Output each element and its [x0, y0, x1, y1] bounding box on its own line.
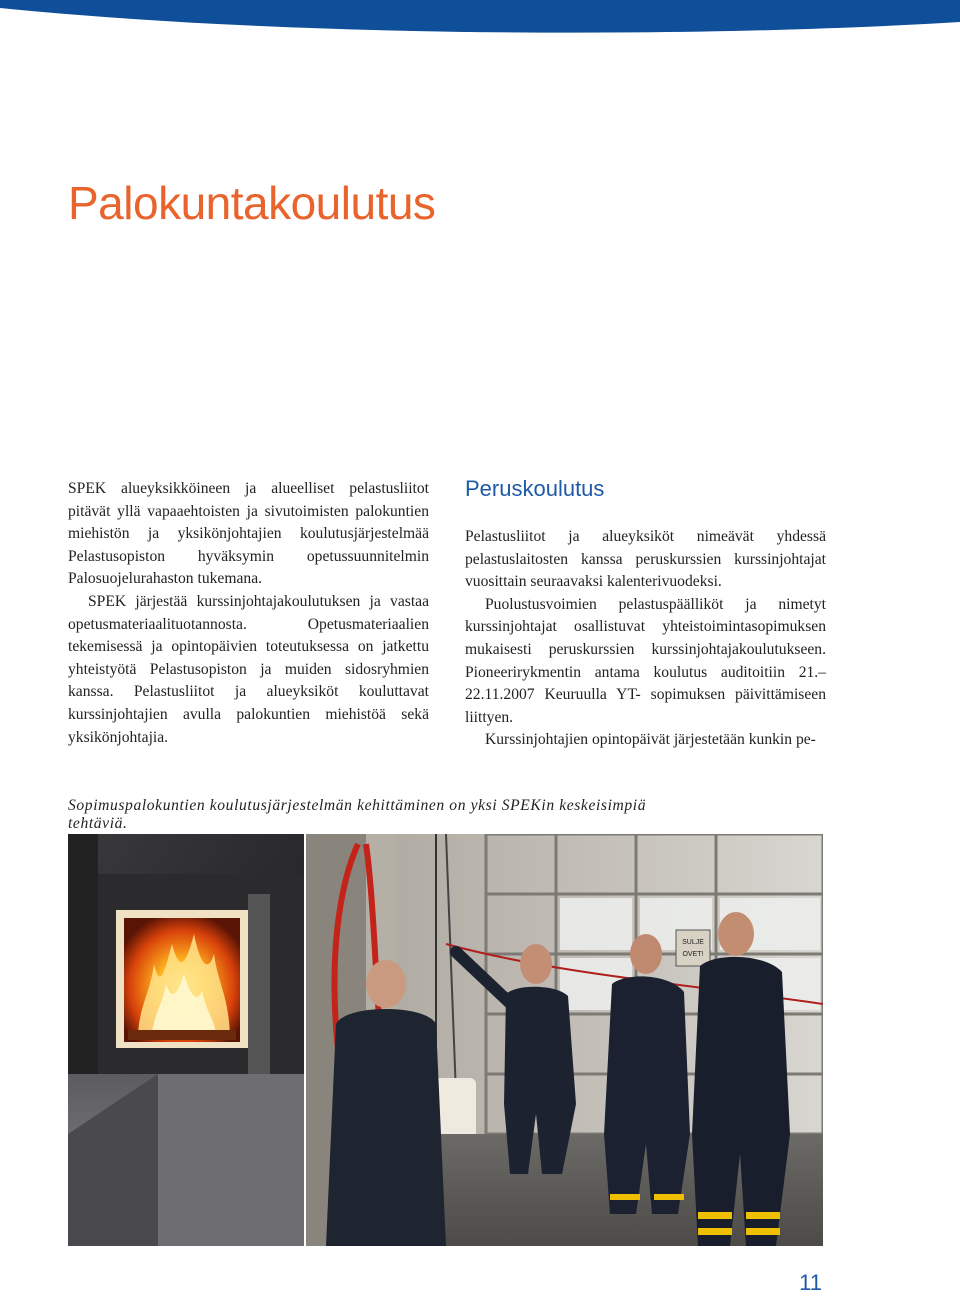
body-paragraph: SPEK alueyksikköineen ja alueelliset pelastusliitot pitävät yllä vapaaehtoisten ja sivutoimisten palokuntien miehistön ja yksikönjohtajien koulutusjärjestelmää Pelastusopiston hyväksymin opetussuunnitelmin Palosuojelurahaston tukemana.	[68, 480, 429, 588]
body-paragraph: Puolustusvoimien pelastuspäälliköt ja nimetyt kurssinjohtajat osallistuvat yhteistoimintasopimuksen mukaisesti peruskurssien kurssinjohtajakoulutukseen. Pioneerirykmentin antama koulutus auditoitiin 21.–22.11.2007 Keuruulla YT- sopimuksen päivittämiseen liittyen.	[465, 595, 826, 726]
page-number: 11	[799, 1270, 822, 1295]
body-paragraph: Pelastusliitot ja alueyksiköt nimeävät yhdessä pelastuslaitosten kanssa peruskurssien kurssinjohtajat vuosittain seuraavaksi kalenterivuodeksi.	[465, 528, 826, 591]
body-paragraph: Kurssinjohtajien opintopäivät järjestetään kunkin pe-	[485, 731, 816, 749]
door-sign-text: SULJE	[682, 939, 704, 946]
left-text-column	[68, 478, 429, 749]
page-title: Palokuntakoulutus	[68, 177, 436, 229]
svg-text:OVET!: OVET!	[682, 951, 704, 958]
section-heading: Peruskoulutus	[465, 476, 605, 501]
header-wave-band	[0, 0, 960, 40]
training-hall-photo	[306, 834, 823, 1246]
body-paragraph: SPEK järjestää kurssinjohtajakoulutuksen ja vastaa opetusmateriaalituotannosta. Opetusmateriaalien tekemisessä ja opintopäivien toteutuksessa on jatkettu yhteistyötä Pelastusopiston ja muiden sidosryhmien kanssa. Pelastusliitot ja alueyksiköt kouluttavat kurssinjohtajien avulla palokuntien miehistöä sekä yksikönjohtajia.	[68, 592, 429, 746]
right-text-column	[465, 526, 826, 752]
furnace-photo	[68, 834, 304, 1246]
photo-caption: Sopimuspalokuntien koulutusjärjestelmän kehittäminen on yksi SPEKin keskeisimpiä tehtäviä.	[68, 797, 647, 832]
